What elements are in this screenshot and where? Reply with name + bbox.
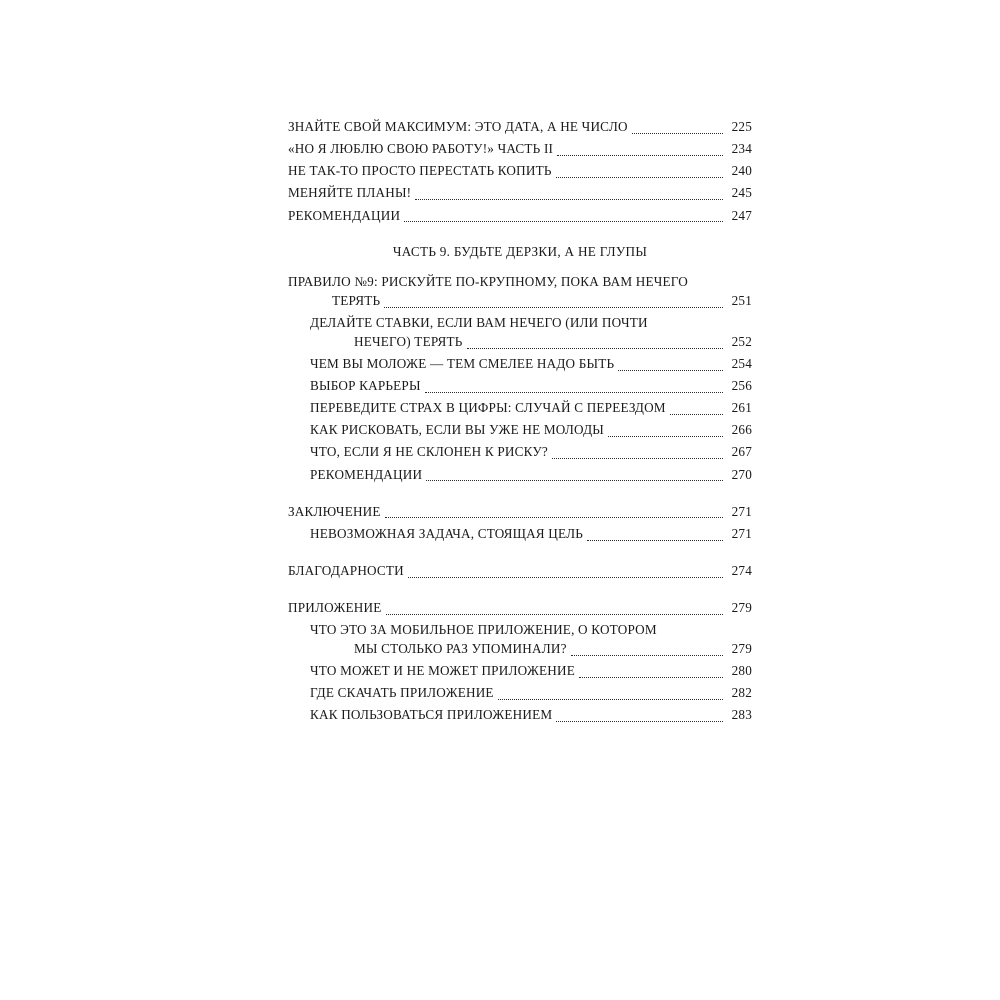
section-spacer bbox=[288, 584, 752, 599]
toc-leader bbox=[385, 516, 723, 518]
toc-leader bbox=[425, 391, 723, 393]
toc-entry[interactable] bbox=[310, 466, 752, 485]
toc-group-acknowledgements bbox=[288, 562, 752, 581]
toc-part-heading: ЧАСТЬ 9. БУДЬТЕ ДЕРЗКИ, А НЕ ГЛУПЫ bbox=[392, 244, 648, 260]
toc-entry[interactable] bbox=[310, 525, 752, 544]
toc-entry[interactable] bbox=[288, 273, 752, 310]
toc-leader bbox=[552, 457, 723, 459]
toc-entry-page: 270 bbox=[731, 466, 752, 482]
toc-entry[interactable] bbox=[288, 140, 752, 159]
toc-entry-page: 283 bbox=[731, 707, 752, 723]
toc-entry-title: ПРИЛОЖЕНИЕ bbox=[288, 600, 382, 616]
toc-entry-page: 279 bbox=[731, 600, 752, 616]
toc-leader bbox=[415, 198, 723, 200]
toc-entry-title-cont: МЫ СТОЛЬКО РАЗ УПОМИНАЛИ? bbox=[354, 640, 567, 656]
toc-entry-page: 266 bbox=[731, 422, 752, 438]
toc-leader bbox=[384, 306, 723, 308]
toc-entry-page: 280 bbox=[731, 663, 752, 679]
toc-entry-page: 225 bbox=[731, 119, 752, 134]
toc-entry[interactable] bbox=[288, 503, 752, 522]
toc-leader bbox=[608, 435, 723, 437]
toc-leader bbox=[408, 576, 723, 578]
toc-entry-title: КАК РИСКОВАТЬ, ЕСЛИ ВЫ УЖЕ НЕ МОЛОДЫ bbox=[310, 422, 604, 438]
toc-entry-title: КАК ПОЛЬЗОВАТЬСЯ ПРИЛОЖЕНИЕМ bbox=[310, 707, 553, 723]
toc-entry-title: ГДЕ СКАЧАТЬ ПРИЛОЖЕНИЕ bbox=[310, 685, 494, 701]
toc-entry-title: ЗАКЛЮЧЕНИЕ bbox=[288, 503, 381, 519]
toc-entry[interactable] bbox=[310, 443, 752, 462]
toc-entry-page: 274 bbox=[731, 562, 752, 578]
toc-entry-title: ЗНАЙТЕ СВОЙ МАКСИМУМ: ЭТО ДАТА, А НЕ ЧИСЛО bbox=[288, 119, 628, 134]
toc-leader bbox=[670, 413, 723, 415]
toc-entry-title-cont: ТЕРЯТЬ bbox=[332, 292, 381, 308]
toc-entry[interactable] bbox=[310, 399, 752, 418]
table-of-contents bbox=[288, 118, 752, 728]
toc-entry-page: 234 bbox=[731, 141, 752, 157]
toc-entry[interactable] bbox=[288, 118, 752, 137]
section-spacer bbox=[288, 488, 752, 503]
toc-entry-page: 247 bbox=[731, 207, 752, 223]
toc-group-appendix bbox=[288, 599, 752, 725]
toc-leader bbox=[571, 654, 723, 656]
toc-entry-page: 261 bbox=[731, 400, 752, 416]
toc-entry-title: ВЫБОР КАРЬЕРЫ bbox=[310, 378, 421, 394]
toc-entry-title: ПРАВИЛО №9: РИСКУЙТЕ ПО-КРУПНОМУ, ПОКА ВАМ НЕЧЕГО bbox=[288, 274, 689, 290]
toc-entry-page: 240 bbox=[731, 163, 752, 179]
toc-entry-page: 267 bbox=[731, 444, 752, 460]
toc-leader bbox=[632, 132, 723, 134]
section-spacer bbox=[288, 547, 752, 562]
toc-entry[interactable] bbox=[310, 314, 752, 351]
toc-entry[interactable] bbox=[310, 377, 752, 396]
toc-entry[interactable] bbox=[288, 207, 752, 226]
toc-entry-title: РЕКОМЕНДАЦИИ bbox=[288, 207, 401, 223]
toc-entry-title: ЧТО МОЖЕТ И НЕ МОЖЕТ ПРИЛОЖЕНИЕ bbox=[310, 663, 575, 679]
toc-leader bbox=[467, 347, 723, 349]
toc-entry-page: 282 bbox=[731, 685, 752, 701]
toc-entry[interactable] bbox=[310, 421, 752, 440]
toc-group-conclusion bbox=[288, 503, 752, 544]
toc-entry-page: 279 bbox=[731, 640, 752, 656]
toc-entry-title: БЛАГОДАРНОСТИ bbox=[288, 562, 404, 578]
toc-entry[interactable] bbox=[288, 162, 752, 181]
toc-entry-page: 271 bbox=[731, 525, 752, 541]
toc-entry-page: 254 bbox=[731, 355, 752, 371]
toc-entry-title-cont: НЕЧЕГО) ТЕРЯТЬ bbox=[354, 333, 463, 349]
toc-entry-title: НЕ ТАК-ТО ПРОСТО ПЕРЕСТАТЬ КОПИТЬ bbox=[288, 163, 552, 179]
toc-entry[interactable] bbox=[288, 562, 752, 581]
toc-entry-page: 252 bbox=[731, 333, 752, 349]
toc-leader bbox=[587, 539, 723, 541]
toc-group-part9 bbox=[288, 273, 752, 484]
toc-leader bbox=[556, 720, 723, 722]
toc-entry[interactable] bbox=[288, 184, 752, 203]
toc-leader bbox=[557, 154, 723, 156]
toc-leader bbox=[404, 220, 723, 222]
toc-group-continuation bbox=[288, 118, 752, 225]
toc-entry-title: МЕНЯЙТЕ ПЛАНЫ! bbox=[288, 185, 412, 201]
toc-entry-page: 251 bbox=[731, 292, 752, 308]
toc-entry[interactable] bbox=[288, 599, 752, 618]
toc-entry-page: 245 bbox=[731, 185, 752, 201]
toc-entry-title: РЕКОМЕНДАЦИИ bbox=[310, 466, 423, 482]
toc-leader bbox=[618, 369, 723, 371]
toc-entry-page: 256 bbox=[731, 378, 752, 394]
toc-leader bbox=[426, 479, 723, 481]
toc-entry-title: ПЕРЕВЕДИТЕ СТРАХ В ЦИФРЫ: СЛУЧАЙ С ПЕРЕЕЗДОМ bbox=[310, 400, 666, 416]
toc-entry-title: ЧТО ЭТО ЗА МОБИЛЬНОЕ ПРИЛОЖЕНИЕ, О КОТОРОМ bbox=[310, 622, 657, 638]
toc-entry-title: НЕВОЗМОЖНАЯ ЗАДАЧА, СТОЯЩАЯ ЦЕЛЬ bbox=[310, 525, 584, 541]
toc-entry[interactable] bbox=[310, 662, 752, 681]
toc-leader bbox=[579, 676, 723, 678]
toc-entry-title: «НО Я ЛЮБЛЮ СВОЮ РАБОТУ!» ЧАСТЬ II bbox=[288, 141, 554, 157]
toc-leader bbox=[556, 176, 723, 178]
toc-leader bbox=[386, 613, 724, 615]
toc-entry-page: 271 bbox=[731, 503, 752, 519]
toc-entry-title: ЧТО, ЕСЛИ Я НЕ СКЛОНЕН К РИСКУ? bbox=[310, 444, 548, 460]
toc-entry[interactable] bbox=[310, 621, 752, 658]
toc-entry[interactable] bbox=[310, 684, 752, 703]
toc-leader bbox=[498, 698, 723, 700]
toc-entry-title: ЧЕМ ВЫ МОЛОЖЕ — ТЕМ СМЕЛЕЕ НАДО БЫТЬ bbox=[310, 355, 615, 371]
toc-entry-title: ДЕЛАЙТЕ СТАВКИ, ЕСЛИ ВАМ НЕЧЕГО (ИЛИ ПОЧТИ bbox=[310, 315, 648, 331]
toc-entry[interactable] bbox=[310, 355, 752, 374]
toc-entry[interactable] bbox=[310, 706, 752, 725]
